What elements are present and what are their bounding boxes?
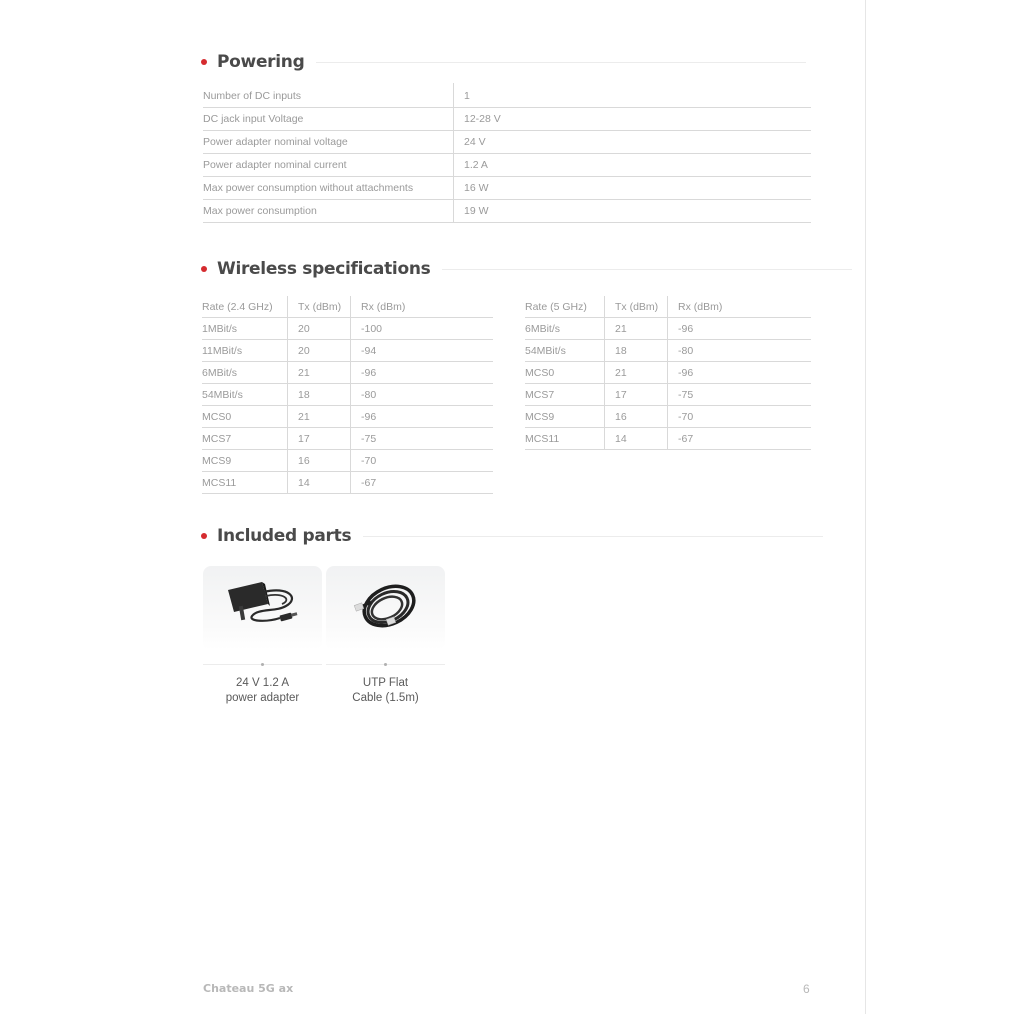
bullet-icon (201, 59, 207, 65)
rate-cell: MCS7 (525, 384, 605, 405)
rx-cell: -67 (678, 432, 694, 445)
part-label (326, 676, 445, 706)
separator-dot (261, 663, 264, 666)
part-separator (203, 664, 322, 665)
rate-cell: 54MBit/s (202, 384, 288, 405)
tx-cell: 17 (288, 428, 351, 449)
rx-cell: -75 (361, 432, 377, 445)
flat-cable-icon (341, 578, 431, 638)
rx-cell: -70 (678, 410, 694, 423)
rate-cell: MCS11 (202, 472, 288, 493)
tx-cell: 21 (288, 362, 351, 383)
section-rule (316, 62, 806, 63)
tx-cell: 16 (288, 450, 351, 471)
part-label-line-2: Cable (1.5m) (352, 692, 419, 704)
part-label (203, 676, 322, 706)
rate-cell: MCS11 (525, 428, 605, 449)
rate-cell: MCS0 (202, 406, 288, 427)
included-part-utp-cable (326, 566, 445, 706)
column-header: Rate (2.4 GHz) (202, 296, 288, 317)
table-row (202, 450, 493, 472)
part-label-line-1: 24 V 1.2 A (235, 677, 290, 689)
tx-cell: 20 (288, 340, 351, 361)
footer-page-number: 6 (803, 982, 810, 996)
tx-cell: 21 (605, 362, 668, 383)
section-title: Included parts (217, 526, 352, 546)
tx-cell: 21 (288, 406, 351, 427)
footer-product-name: Chateau 5G ax (203, 982, 294, 995)
table-row (203, 154, 811, 177)
table-row (525, 428, 811, 450)
tx-cell: 18 (605, 340, 668, 361)
spec-label: Power adapter nominal current (203, 154, 454, 176)
powering-table (203, 85, 811, 223)
spec-value: 24 V (464, 136, 486, 148)
table-header-row (202, 296, 493, 318)
separator-dot (384, 663, 387, 666)
table-row (203, 177, 811, 200)
rate-cell: MCS7 (202, 428, 288, 449)
table-row (203, 131, 811, 154)
rate-cell: 6MBit/s (202, 362, 288, 383)
tx-cell: 14 (605, 428, 668, 449)
tx-cell: 18 (288, 384, 351, 405)
rate-cell: MCS0 (525, 362, 605, 383)
section-header-included-parts (201, 524, 823, 548)
table-row (202, 428, 493, 450)
rx-cell: -96 (361, 366, 377, 379)
column-header: Tx (dBm) (288, 296, 351, 317)
table-row (203, 85, 811, 108)
column-header: Tx (dBm) (605, 296, 668, 317)
tx-cell: 17 (605, 384, 668, 405)
table-row (525, 406, 811, 428)
section-header-wireless (201, 257, 852, 281)
spec-value: 19 W (464, 205, 489, 217)
spec-value: 12-28 V (464, 113, 501, 125)
section-rule (442, 269, 852, 270)
bullet-icon (201, 533, 207, 539)
power-adapter-icon (218, 578, 308, 638)
rate-cell: 11MBit/s (202, 340, 288, 361)
rate-cell: MCS9 (202, 450, 288, 471)
part-label-line-1: UTP Flat (362, 677, 409, 689)
included-part-power-adapter (203, 566, 322, 706)
rx-cell: -67 (361, 476, 377, 489)
rx-cell: -96 (361, 410, 377, 423)
spec-label: Number of DC inputs (203, 85, 454, 107)
table-row (525, 318, 811, 340)
table-row (202, 318, 493, 340)
part-image (203, 566, 322, 650)
rx-cell: -96 (678, 322, 694, 335)
wireless-table-2-4ghz (202, 296, 493, 494)
spec-value: 1 (464, 90, 470, 102)
section-title: Powering (217, 52, 305, 72)
table-row (202, 340, 493, 362)
tx-cell: 16 (605, 406, 668, 427)
table-row (525, 362, 811, 384)
table-row (202, 406, 493, 428)
column-header: Rate (5 GHz) (525, 296, 605, 317)
rx-cell: -80 (678, 344, 694, 357)
tx-cell: 20 (288, 318, 351, 339)
column-header: Rx (dBm) (361, 300, 406, 313)
spec-label: Max power consumption without attachments (203, 177, 454, 199)
table-row (202, 472, 493, 494)
table-row (525, 340, 811, 362)
spec-value: 1.2 A (464, 159, 488, 171)
part-separator (326, 664, 445, 665)
spec-label: Power adapter nominal voltage (203, 131, 454, 153)
tx-cell: 14 (288, 472, 351, 493)
rx-cell: -70 (361, 454, 377, 467)
rx-cell: -96 (678, 366, 694, 379)
table-header-row (525, 296, 811, 318)
rate-cell: MCS9 (525, 406, 605, 427)
table-row (202, 362, 493, 384)
rx-cell: -75 (678, 388, 694, 401)
bullet-icon (201, 266, 207, 272)
wireless-table-5ghz (525, 296, 811, 450)
tx-cell: 21 (605, 318, 668, 339)
rate-cell: 54MBit/s (525, 340, 605, 361)
table-row (203, 200, 811, 223)
rate-cell: 6MBit/s (525, 318, 605, 339)
table-row (203, 108, 811, 131)
part-image (326, 566, 445, 650)
column-header: Rx (dBm) (678, 300, 723, 313)
rx-cell: -80 (361, 388, 377, 401)
spec-value: 16 W (464, 182, 489, 194)
section-header-powering (201, 50, 806, 74)
table-row (525, 384, 811, 406)
section-rule (363, 536, 823, 537)
section-title: Wireless specifications (217, 259, 431, 279)
part-label-line-2: power adapter (225, 692, 300, 704)
rx-cell: -94 (361, 344, 377, 357)
page-edge-divider (865, 0, 866, 1014)
rx-cell: -100 (361, 322, 383, 335)
spec-label: DC jack input Voltage (203, 108, 454, 130)
rate-cell: 1MBit/s (202, 318, 288, 339)
table-row (202, 384, 493, 406)
spec-label: Max power consumption (203, 200, 454, 222)
